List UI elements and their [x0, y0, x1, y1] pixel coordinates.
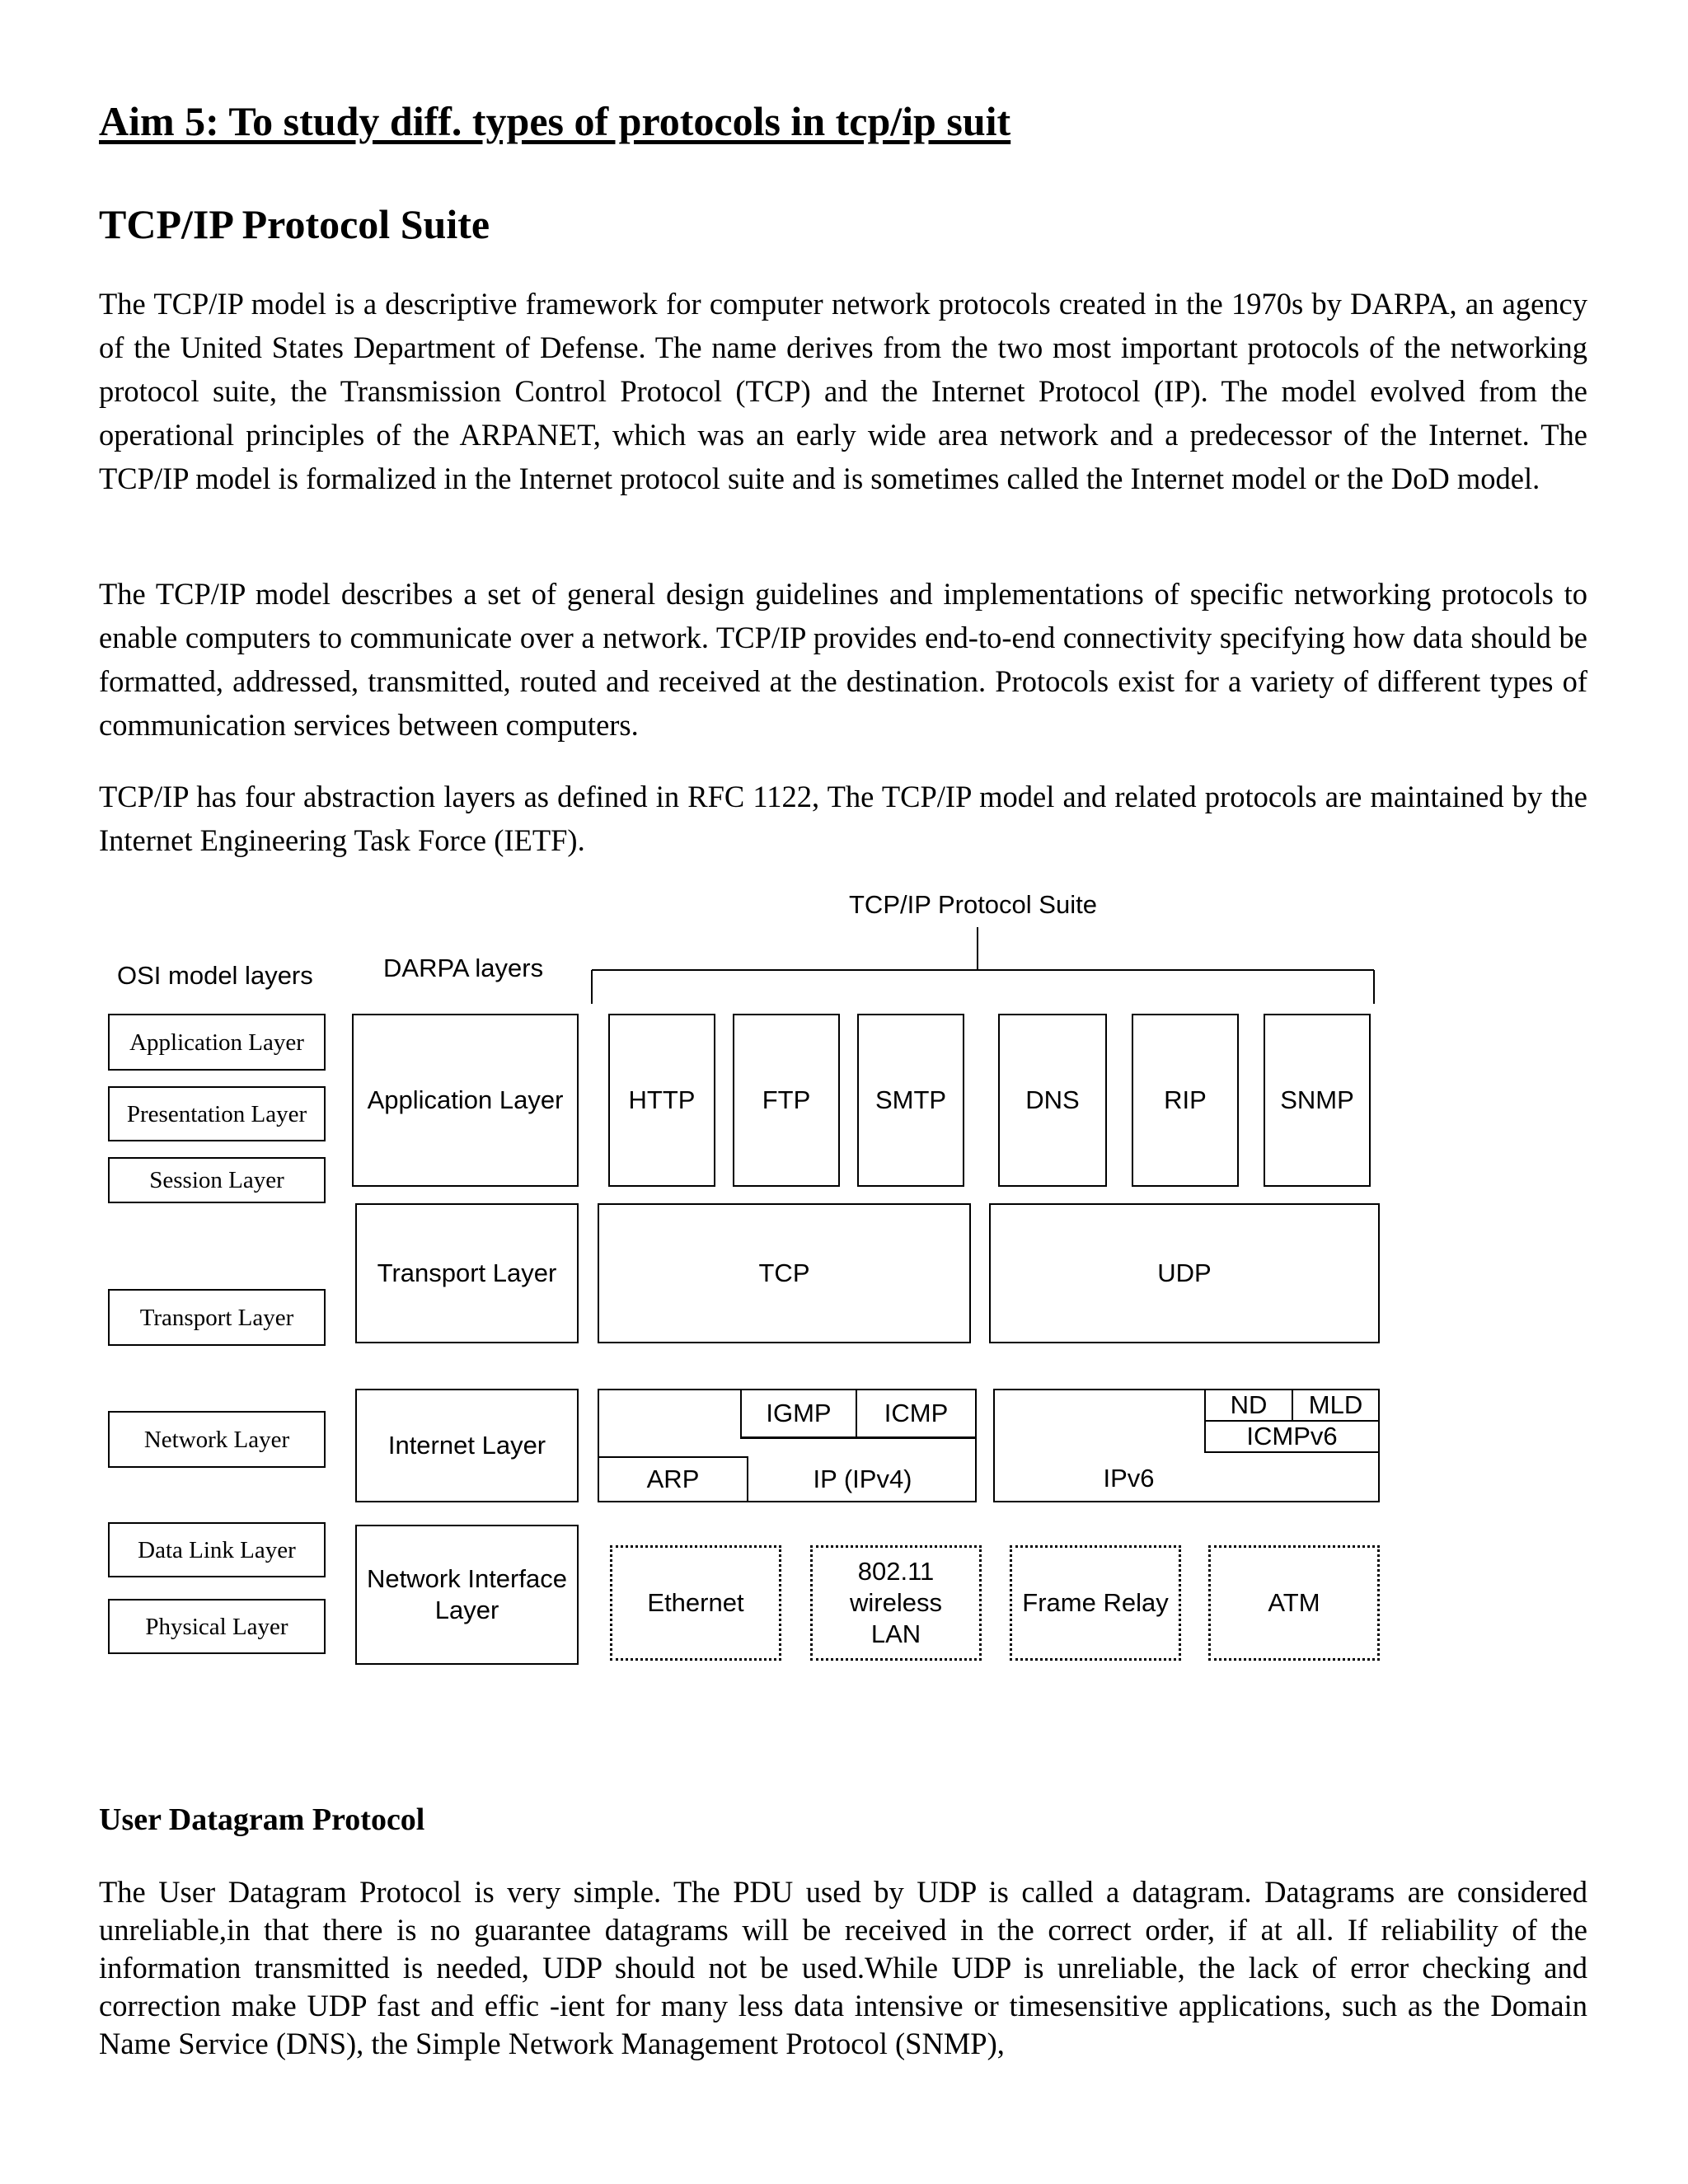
protocol-icmpv6: ICMPv6	[1204, 1420, 1380, 1453]
protocol-mld: MLD	[1292, 1389, 1380, 1422]
darpa-internet-layer: Internet Layer	[355, 1389, 579, 1502]
darpa-application-layer: Application Layer	[352, 1014, 579, 1187]
protocol-atm: ATM	[1208, 1545, 1380, 1661]
osi-network-layer: Network Layer	[108, 1411, 326, 1468]
protocol-arp: ARP	[598, 1456, 748, 1502]
protocol-snmp: SNMP	[1264, 1014, 1371, 1187]
osi-session-layer: Session Layer	[108, 1157, 326, 1203]
protocol-ethernet: Ethernet	[610, 1545, 781, 1661]
section-heading: TCP/IP Protocol Suite	[99, 201, 490, 247]
intro-paragraph: The TCP/IP model is a descriptive framework for computer network protocols created in the 1970s by DARPA, an agency of the United States Department of Defense. The name derives from the two most important protocols of the networking protocol suite, the Transmission Control Protocol (TCP) and the Internet Protocol (IP). The model evolved from the operational principles of the ARPANET, which was an early wide area network and a predecessor of the Internet. The TCP/IP model is formalized in the Internet protocol suite and is sometimes called the Internet model or the DoD model.	[99, 287, 1587, 495]
osi-transport-layer: Transport Layer	[108, 1289, 326, 1346]
osi-data-link-layer: Data Link Layer	[108, 1522, 326, 1577]
protocol-icmp: ICMP	[856, 1389, 977, 1438]
protocol-frame-relay: Frame Relay	[1010, 1545, 1181, 1661]
udp-heading: User Datagram Protocol	[99, 1802, 425, 1837]
darpa-transport-layer: Transport Layer	[355, 1203, 579, 1343]
osi-physical-layer: Physical Layer	[108, 1599, 326, 1654]
protocol-nd: ND	[1204, 1389, 1293, 1422]
tcpip-suite-diagram	[0, 890, 1688, 1681]
diagram-title: TCP/IP Protocol Suite	[849, 890, 1097, 919]
protocol-rip: RIP	[1132, 1014, 1239, 1187]
protocol-ipv6: IPv6	[1103, 1464, 1155, 1493]
darpa-layers-header: DARPA layers	[383, 954, 544, 982]
layers-paragraph: TCP/IP has four abstraction layers as defined in RFC 1122, The TCP/IP model and related protocols are maintained by the Internet Engineering Task Force (IETF).	[99, 780, 1587, 857]
protocol-igmp: IGMP	[740, 1389, 857, 1438]
protocol-http: HTTP	[608, 1014, 715, 1187]
protocol-ipv4: IP (IPv4)	[813, 1465, 912, 1493]
darpa-network-interface-layer: Network Interface Layer	[355, 1525, 579, 1665]
protocol-80211-wireless-lan: 802.11 wireless LAN	[810, 1545, 982, 1661]
protocol-udp: UDP	[989, 1203, 1380, 1343]
protocol-dns: DNS	[998, 1014, 1107, 1187]
osi-presentation-layer: Presentation Layer	[108, 1086, 326, 1141]
aim-heading: Aim 5: To study diff. types of protocols in tcp/ip suit	[99, 98, 1011, 144]
osi-layers-header: OSI model layers	[117, 961, 313, 990]
udp-paragraph: The User Datagram Protocol is very simple. The PDU used by UDP is called a datagram. Datagrams are considered unreliable,in that there is no guarantee datagrams will be received in the correct order, if at all. If reliability of the information transmitted is needed, UDP should not be used.While UDP is unreliable, the lack of error checking and correction make UDP fast and effic -ient for many less data intensive or timesensitive applications, such as the Domain Name Service (DNS), the Simple Network Management Protocol (SNMP),	[99, 1875, 1587, 2060]
protocol-smtp: SMTP	[857, 1014, 964, 1187]
protocol-ftp: FTP	[733, 1014, 840, 1187]
osi-application-layer: Application Layer	[108, 1014, 326, 1071]
protocol-tcp: TCP	[598, 1203, 971, 1343]
model-paragraph: The TCP/IP model describes a set of general design guidelines and implementations of specific networking protocols to enable computers to communicate over a network. TCP/IP provides end-to-end connectivity specifying how data should be formatted, addressed, transmitted, routed and received at the destination. Protocols exist for a variety of different types of communication services between computers.	[99, 577, 1587, 742]
